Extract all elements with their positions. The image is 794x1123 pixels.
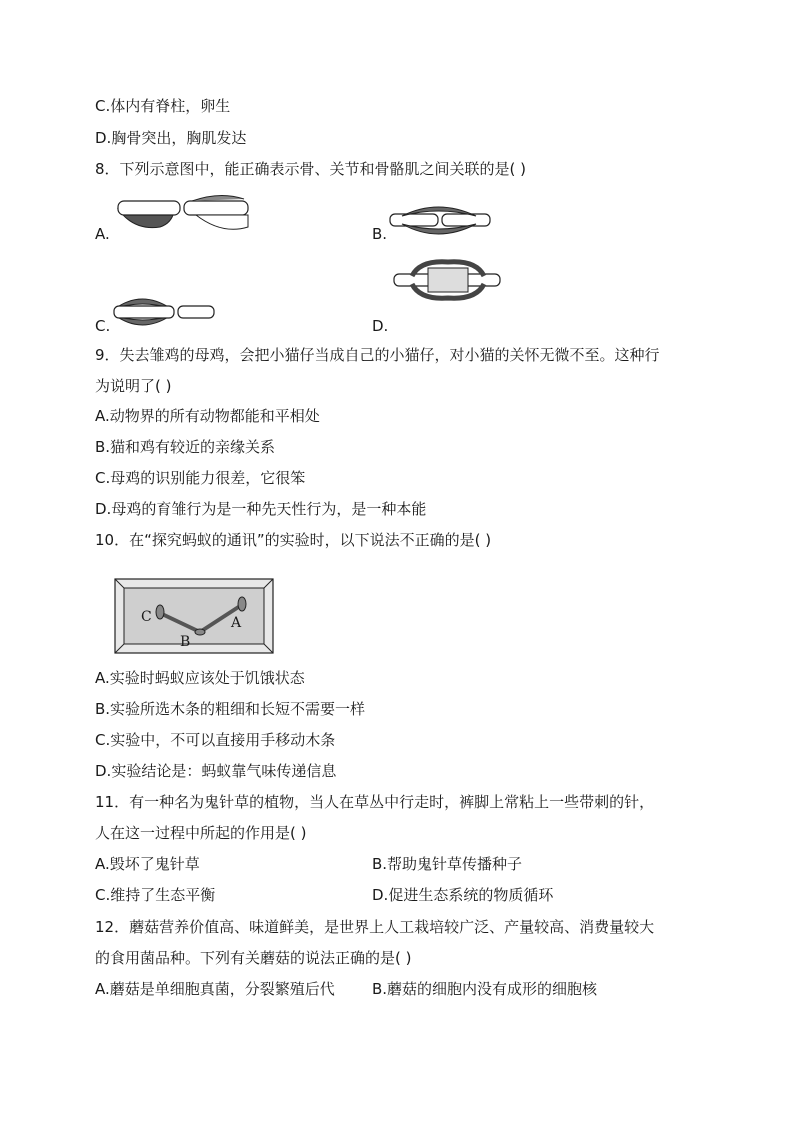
- q10-figure-label-a: A: [231, 615, 242, 631]
- q8-label-b: B.: [372, 225, 388, 243]
- q12-stem-line1: 12．蘑菇营养价值高、味道鲜美，是世界上人工栽培较广泛、产量较高、消费量较大: [95, 918, 655, 936]
- q9-option-c: C.母鸡的识别能力很差，它很笨: [95, 469, 306, 487]
- q11-option-b: B.帮助鬼针草传播种子: [372, 855, 523, 873]
- q9-option-b: B.猫和鸡有较近的亲缘关系: [95, 438, 276, 456]
- q10-figure-label-b: B: [180, 634, 191, 650]
- q9-stem-line2: 为说明了( ): [95, 377, 172, 395]
- q8-label-d: D.: [372, 317, 389, 335]
- q7-option-d: D.胸骨突出，胸肌发达: [95, 129, 247, 147]
- q8-stem: 8．下列示意图中，能正确表示骨、关节和骨骼肌之间关联的是( ): [95, 160, 527, 178]
- q10-ant-experiment-figure: [114, 578, 274, 654]
- q8-label-c: C.: [95, 317, 111, 335]
- q11-stem-line1: 11．有一种名为鬼针草的植物，当人在草丛中行走时，裤脚上常粘上一些带刺的针，: [95, 793, 655, 811]
- q9-option-d: D.母鸡的育雏行为是一种先天性行为，是一种本能: [95, 500, 427, 518]
- q12-option-a: A.蘑菇是单细胞真菌，分裂繁殖后代: [95, 980, 335, 998]
- q10-option-a: A.实验时蚂蚁应该处于饥饿状态: [95, 669, 305, 687]
- q11-option-c: C.维持了生态平衡: [95, 886, 216, 904]
- q12-option-b: B.蘑菇的细胞内没有成形的细胞核: [372, 980, 598, 998]
- q9-option-a: A.动物界的所有动物都能和平相处: [95, 407, 320, 425]
- q8-figure-d: [392, 258, 504, 302]
- q10-stem: 10．在“探究蚂蚁的通讯”的实验时，以下说法不正确的是( ): [95, 531, 492, 549]
- q8-figure-a: [112, 193, 252, 243]
- q7-option-c: C.体内有脊柱，卵生: [95, 97, 231, 115]
- q11-stem-line2: 人在这一过程中所起的作用是( ): [95, 824, 307, 842]
- q11-option-a: A.毁坏了鬼针草: [95, 855, 200, 873]
- q12-stem-line2: 的食用菌品种。下列有关蘑菇的说法正确的是( ): [95, 949, 412, 967]
- q11-option-d: D.促进生态系统的物质循环: [372, 886, 554, 904]
- q10-option-d: D.实验结论是：蚂蚁靠气味传递信息: [95, 762, 337, 780]
- q8-figure-c: [112, 292, 216, 332]
- q10-option-b: B.实验所选木条的粗细和长短不需要一样: [95, 700, 366, 718]
- q10-figure-label-c: C: [141, 609, 152, 625]
- q9-stem-line1: 9．失去雏鸡的母鸡，会把小猫仔当成自己的小猫仔，对小猫的关怀无微不至。这种行: [95, 346, 660, 364]
- q8-figure-b: [388, 200, 492, 240]
- q10-option-c: C.实验中，不可以直接用手移动木条: [95, 731, 336, 749]
- q8-label-a: A.: [95, 225, 110, 243]
